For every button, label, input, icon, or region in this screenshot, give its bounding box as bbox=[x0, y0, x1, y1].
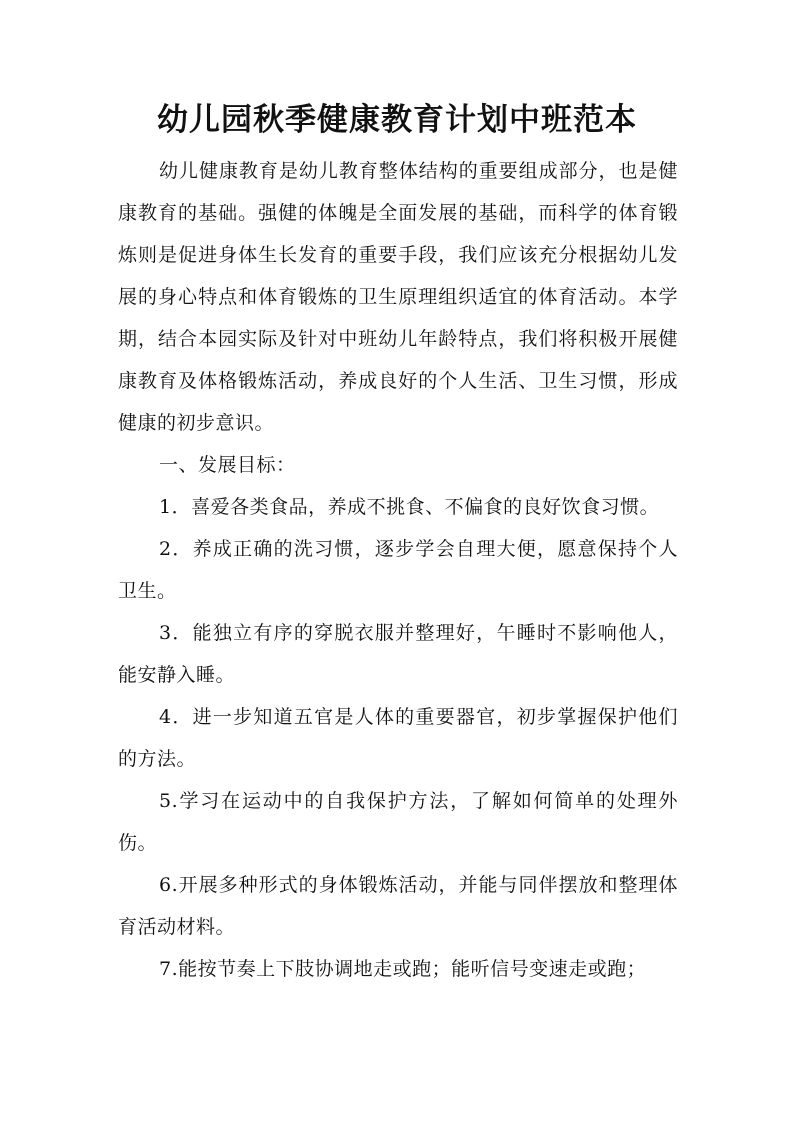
document-body bbox=[118, 150, 678, 990]
document-title: 幼儿园秋季健康教育计划中班范本 bbox=[157, 102, 637, 138]
goal-item-5: 5.学习在运动中的自我保护方法，了解如何简单的处理外伤。 bbox=[118, 790, 678, 854]
goal-item-2: 2．养成正确的洗习惯，逐步学会自理大便，愿意保持个人卫生。 bbox=[118, 538, 678, 602]
goal-item-6: 6.开展多种形式的身体锻炼活动，并能与同伴摆放和整理体育活动材料。 bbox=[118, 874, 678, 938]
goal-item-7: 7.能按节奏上下肢协调地走或跑；能听信号变速走或跑； bbox=[159, 958, 647, 980]
section-heading-goals: 一、发展目标： bbox=[159, 454, 296, 476]
goal-item-4: 4．进一步知道五官是人体的重要器官，初步掌握保护他们的方法。 bbox=[118, 706, 678, 770]
intro-paragraph: 幼儿健康教育是幼儿教育整体结构的重要组成部分，也是健康教育的基础。强健的体魄是全面发展的基础，而科学的体育锻炼则是促进身体生长发育的重要手段，我们应该充分根据幼儿发展的身心特点和体育锻炼的卫生原理组织适宜的体育活动。本学期，结合本园实际及针对中班幼儿年龄特点，我们将积极开展健康教育及体格锻炼活动，养成良好的个人生活、卫生习惯，形成健康的初步意识。 bbox=[118, 160, 678, 434]
goal-item-3: 3．能独立有序的穿脱衣服并整理好，午睡时不影响他人，能安静入睡。 bbox=[118, 622, 678, 686]
goal-item-1: 1．喜爱各类食品，养成不挑食、不偏食的良好饮食习惯。 bbox=[159, 496, 660, 518]
